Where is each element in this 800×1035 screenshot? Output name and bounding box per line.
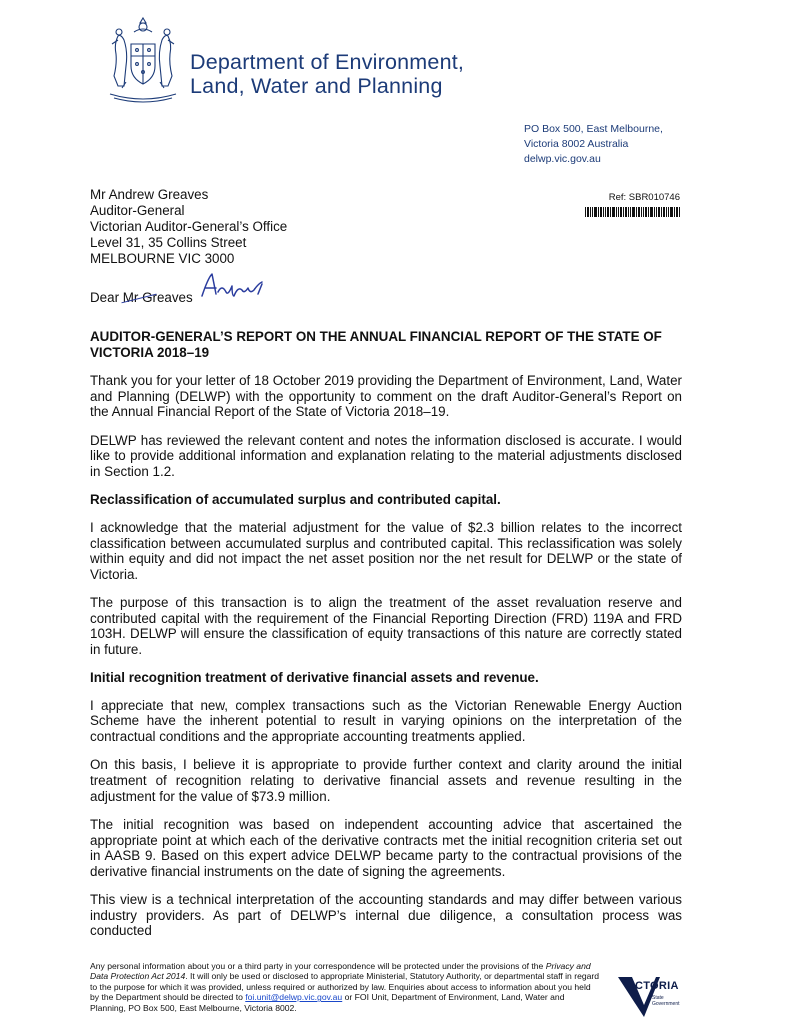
barcode (585, 207, 680, 217)
footer-text-1: Any personal information about you or a third party in your correspondence will be protected under the provisions of the (90, 961, 546, 971)
paragraph-3: I acknowledge that the material adjustment for the value of $2.3 billion relates to the incorrect classification between accumulated surplus and contributed capital. This reclassification was solely within equity and did not impact the net asset position nor the net result for DELWP or the state of Victoria. (90, 519, 682, 582)
victoria-logo-sub1: State (652, 995, 664, 1001)
letter-subject (90, 329, 682, 360)
subject-line1: AUDITOR-GENERAL’S REPORT ON THE ANNUAL FINANCIAL REPORT OF THE STATE OF (90, 329, 662, 344)
recipient-street: Level 31, 35 Collins Street (90, 235, 247, 250)
department-name-line2: Land, Water and Planning (190, 74, 443, 98)
salutation-struck-text: Mr G (122, 290, 153, 305)
privacy-footer (90, 961, 600, 1013)
paragraph-8: This view is a technical interpretation of the accounting standards and may differ between various industry providers. As part of DELWP’s internal due diligence, a consultation process was conducted (90, 892, 682, 939)
victoria-logo-sub2: Government (652, 1001, 680, 1007)
victoria-logo-subtitle (652, 995, 680, 1007)
recipient-office: Victorian Auditor-General’s Office (90, 219, 288, 234)
address-line1: PO Box 500, East Melbourne, (524, 123, 663, 135)
coat-of-arms-logo (104, 14, 182, 106)
department-name-line1: Department of Environment, (190, 50, 465, 74)
recipient-title: Auditor-General (90, 203, 185, 218)
foi-email-link[interactable]: foi.unit@delwp.vic.gov.au (245, 992, 343, 1003)
footer-text-2: . It will only be used or disclosed to appropriate Ministerial, Statutory Authority, or departmental staff in regard to the purpose for which it was provided, unless required or authorized by law. Enquiries about access to information about you held by the Department should be directed to (90, 971, 600, 1003)
salutation-rest: reaves (152, 290, 193, 305)
section-heading-1: Reclassification of accumulated surplus and contributed capital. (90, 492, 501, 508)
paragraph-4: The purpose of this transaction is to align the treatment of the asset revaluation reserve and contributed capital with the requirement of the Financial Reporting Direction (FRD) 119A and FRD 103H. DELWP will ensure the classification of equity transactions of this nature are correctly stated in future. (90, 595, 682, 657)
department-address (524, 122, 663, 167)
department-name (190, 50, 464, 98)
recipient-city: MELBOURNE VIC 3000 (90, 251, 235, 266)
address-line2: Victoria 8002 Australia (524, 138, 629, 150)
section-heading-2: Initial recognition treatment of derivative financial assets and revenue. (90, 670, 539, 686)
salutation-dear: Dear (90, 290, 123, 305)
reference-number: Ref: SBR010746 (608, 192, 680, 203)
subject-line2: VICTORIA 2018–19 (90, 344, 210, 360)
paragraph-6: On this basis, I believe it is appropriate to provide further context and clarity around the initial treatment of recognition relating to derivative financial assets and revenue resulting in the adjustment for the value of $73.9 million. (90, 757, 682, 804)
letter-body (90, 329, 682, 952)
recipient-name: Mr Andrew Greaves (90, 187, 209, 202)
paragraph-5: I appreciate that new, complex transactions such as the Victorian Renewable Energy Auction Scheme have the inherent potential to result in varying opinions on the interpretation of the contractual conditions and the appropriate accounting treatments applied. (90, 697, 682, 745)
paragraph-1: Thank you for your letter of 18 October 2019 providing the Department of Environment, Land, Water and Planning (DELWP) with the opportunity to comment on the draft Auditor-General’s Report on the Annual Financial Report of the State of Victoria 2018–19. (90, 373, 682, 420)
victoria-logo-word: VICTORIA (624, 980, 679, 992)
footer-act-name: Privacy and Data Protection Act 2014 (90, 961, 591, 982)
paragraph-7: The initial recognition was based on independent accounting advice that ascertained the appropriate point at which each of the derivative contracts met the initial recognition criteria set out in AASB 9. Based on this expert advice DELWP became party to the contractual provisions of the derivative financial instruments on the date of signing the agreements. (90, 817, 682, 879)
handwritten-signature (200, 270, 270, 304)
salutation (90, 290, 193, 305)
website-link[interactable]: delwp.vic.gov.au (524, 153, 601, 165)
footer-text-3: or FOI Unit, Department of Environment, Land, Water and Planning, PO Box 500, East Melbourne, Victoria 8002. (90, 992, 565, 1013)
paragraph-2: DELWP has reviewed the relevant content and notes the information disclosed is accurate. I would like to provide additional information and explanation relating to the material adjustments disclosed in Section 1.2. (90, 432, 682, 479)
recipient-address (90, 187, 287, 267)
